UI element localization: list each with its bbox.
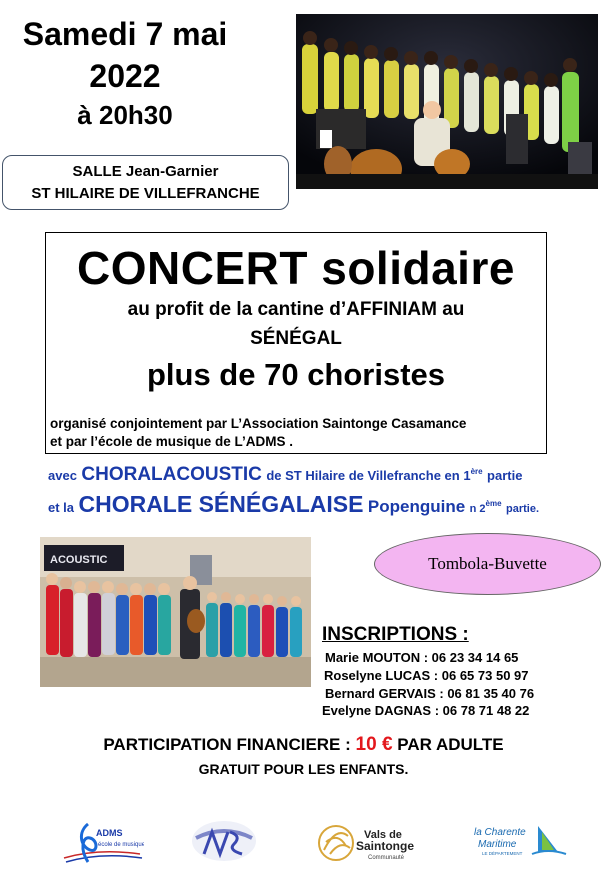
price-amount: 10 € bbox=[355, 734, 393, 755]
performer-1-origin: de ST Hilaire de Villefranche en 1 bbox=[266, 468, 471, 483]
performer-1-sup: ère bbox=[470, 467, 483, 476]
performer-line-1 bbox=[48, 464, 522, 486]
adms-logo bbox=[58, 818, 144, 868]
photo-banner-text: ACOUSTIC bbox=[50, 554, 108, 566]
venue-box bbox=[2, 155, 289, 210]
price-line bbox=[0, 734, 607, 756]
contact-line: Roselyne LUCAS : 06 65 73 50 97 bbox=[324, 668, 529, 683]
performer-1-choir: CHORALACOUSTIC bbox=[81, 464, 262, 485]
free-children-line: GRATUIT POUR LES ENFANTS. bbox=[198, 761, 409, 777]
tombola-badge: Tombola-Buvette bbox=[374, 533, 601, 595]
performer-2-prefix: et la bbox=[48, 500, 75, 515]
organiser-line-1: organisé conjointement par L’Association Saintonge Casamance bbox=[50, 416, 467, 431]
vals-logo-line1: Vals de bbox=[364, 829, 402, 841]
performer-2-part: n 2 bbox=[469, 503, 486, 515]
performer-2-choir: CHORALE SÉNÉGALAISE bbox=[78, 491, 364, 517]
choir-photo-bottom bbox=[40, 537, 311, 687]
price-suffix: PAR ADULTE bbox=[397, 735, 504, 754]
event-time: à 20h30 bbox=[77, 100, 173, 130]
benefit-line-2: SÉNÉGAL bbox=[250, 328, 342, 349]
vals-de-saintonge-logo bbox=[316, 820, 426, 866]
choir-stage-illustration bbox=[296, 14, 598, 189]
charente-logo-line2: Maritime bbox=[478, 839, 517, 850]
adms-logo-text: ADMS bbox=[96, 828, 123, 838]
performer-2-origin: Popenguine bbox=[367, 497, 466, 516]
vals-logo-line2: Saintonge bbox=[356, 839, 415, 853]
performer-line-2 bbox=[48, 491, 539, 518]
performer-2-suffix: partie. bbox=[506, 503, 540, 515]
concert-info-box bbox=[45, 232, 547, 454]
charente-logo-sub: LE DÉPARTEMENT bbox=[482, 851, 523, 856]
charente-maritime-logo bbox=[472, 822, 570, 864]
charente-logo-line1: la Charente bbox=[474, 827, 526, 838]
event-year: 2022 bbox=[89, 58, 161, 94]
music-school-logo bbox=[190, 818, 258, 864]
contact-line: Marie MOUTON : 06 23 34 14 65 bbox=[325, 650, 519, 665]
inscriptions-title: INSCRIPTIONS : bbox=[322, 624, 469, 645]
contact-line: Evelyne DAGNAS : 06 78 71 48 22 bbox=[322, 703, 530, 718]
venue-hall: SALLE Jean-Garnier bbox=[72, 162, 219, 180]
choir-hall-illustration bbox=[40, 537, 311, 687]
concert-title: CONCERT solidaire bbox=[77, 242, 515, 294]
organiser-line-2: et par l’école de musique de L’ADMS . bbox=[50, 434, 294, 449]
benefit-line-1: au profit de la cantine d’AFFINIAM au bbox=[127, 299, 465, 320]
event-day: Samedi 7 mai bbox=[22, 16, 228, 52]
vals-logo-sub: Communauté bbox=[368, 855, 405, 861]
adms-logo-sub: école de musique bbox=[98, 842, 144, 848]
performer-1-suffix: partie bbox=[487, 468, 523, 483]
performer-2-sup: ème bbox=[485, 499, 502, 508]
choir-photo-top bbox=[296, 14, 598, 189]
performer-1-prefix: avec bbox=[48, 468, 77, 483]
venue-town: ST HILAIRE DE VILLEFRANCHE bbox=[31, 184, 260, 202]
choristers-count: plus de 70 choristes bbox=[146, 357, 446, 392]
contact-line: Bernard GERVAIS : 06 81 35 40 76 bbox=[325, 686, 535, 701]
price-label: PARTICIPATION FINANCIERE : bbox=[103, 735, 351, 754]
